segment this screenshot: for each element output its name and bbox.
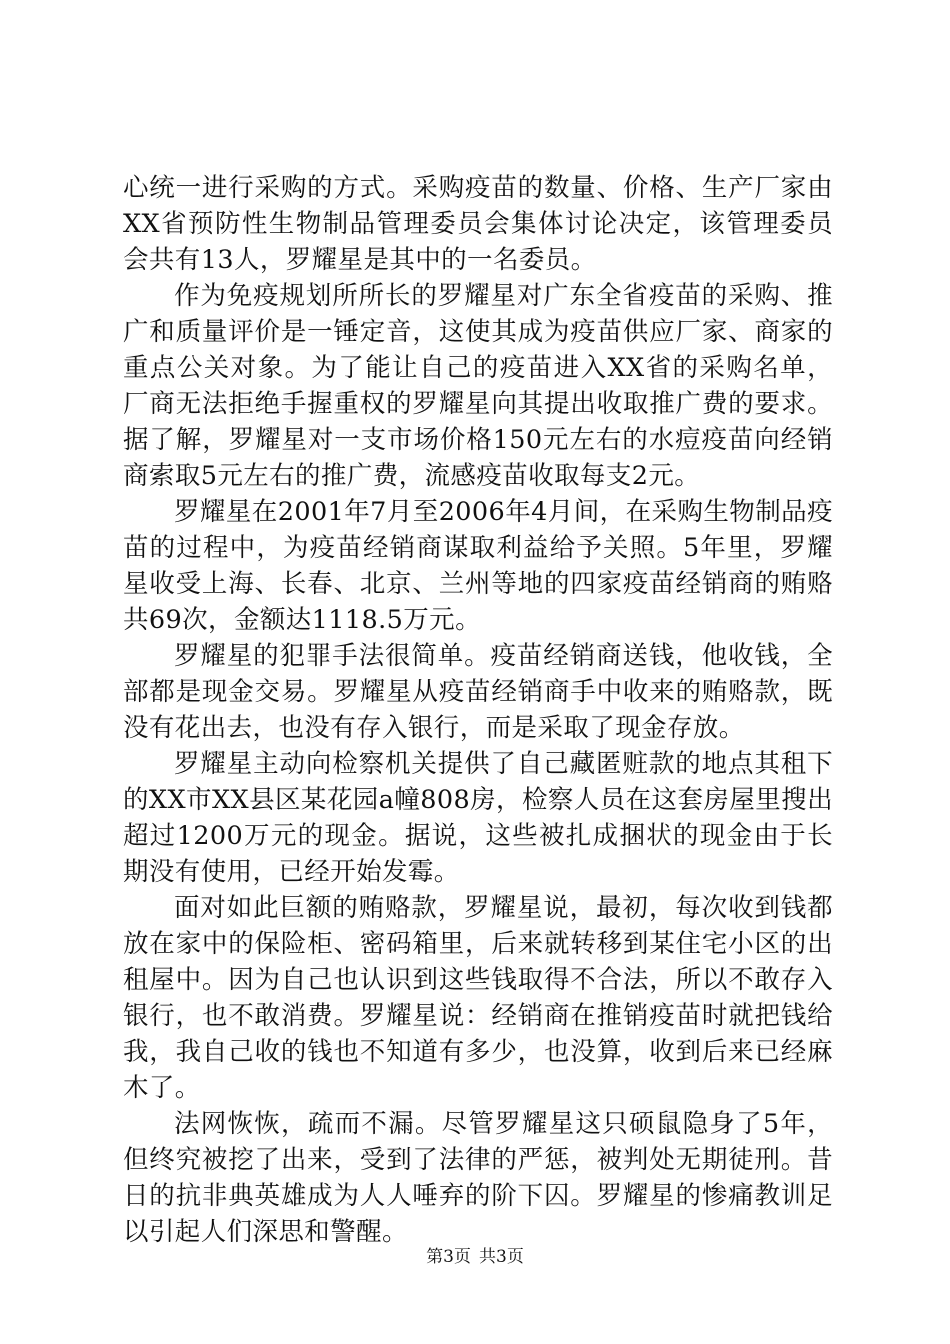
- page-footer: [0, 1246, 950, 1268]
- paragraph-4: 罗耀星的犯罪手法很简单。疫苗经销商送钱，他收钱，全部都是现金交易。罗耀星从疫苗经销商手中收来的贿赂款，既没有花出去，也没有存入银行，而是采取了现金存放。: [123, 641, 833, 743]
- page-number: 第3页: [426, 1247, 471, 1267]
- paragraph-7: 法网恢恢，疏而不漏。尽管罗耀星这只硕鼠隐身了5年，但终究被挖了出来，受到了法律的严惩，被判处无期徒刑。昔日的抗非典英雄成为人人唾弃的阶下囚。罗耀星的惨痛教训足以引起人们深思和警醒。: [123, 1109, 833, 1247]
- paragraph-5: 罗耀星主动向检察机关提供了自己藏匿赃款的地点其租下的XX市XX县区某花园a幢808房，检察人员在这套房屋里搜出超过1200万元的现金。据说，这些被扎成捆状的现金由于长期没有使用，已经开始发霉。: [123, 749, 833, 887]
- paragraph-3: 罗耀星在2001年7月至2006年4月间，在采购生物制品疫苗的过程中，为疫苗经销商谋取利益给予关照。5年里，罗耀星收受上海、长春、北京、兰州等地的四家疫苗经销商的贿赂共69次，金额达1118.5万元。: [123, 497, 833, 635]
- paragraph-6: 面对如此巨额的贿赂款，罗耀星说，最初，每次收到钱都放在家中的保险柜、密码箱里，后来就转移到某住宅小区的出租屋中。因为自己也认识到这些钱取得不合法，所以不敢存入银行，也不敢消费。罗耀星说：经销商在推销疫苗时就把钱给我，我自己收的钱也不知道有多少，也没算，收到后来已经麻木了。: [123, 893, 833, 1103]
- document-body: [123, 170, 833, 1250]
- page-total: 共3页: [479, 1247, 524, 1267]
- paragraph-2: 作为免疫规划所所长的罗耀星对广东全省疫苗的采购、推广和质量评价是一锤定音，这使其成为疫苗供应厂家、商家的重点公关对象。为了能让自己的疫苗进入XX省的采购名单，厂商无法拒绝手握重权的罗耀星向其提出收取推广费的要求。据了解，罗耀星对一支市场价格150元左右的水痘疫苗向经销商索取5元左右的推广费，流感疫苗收取每支2元。: [123, 281, 833, 491]
- paragraph-1: 心统一进行采购的方式。采购疫苗的数量、价格、生产厂家由XX省预防性生物制品管理委员会集体讨论决定，该管理委员会共有13人，罗耀星是其中的一名委员。: [123, 173, 833, 275]
